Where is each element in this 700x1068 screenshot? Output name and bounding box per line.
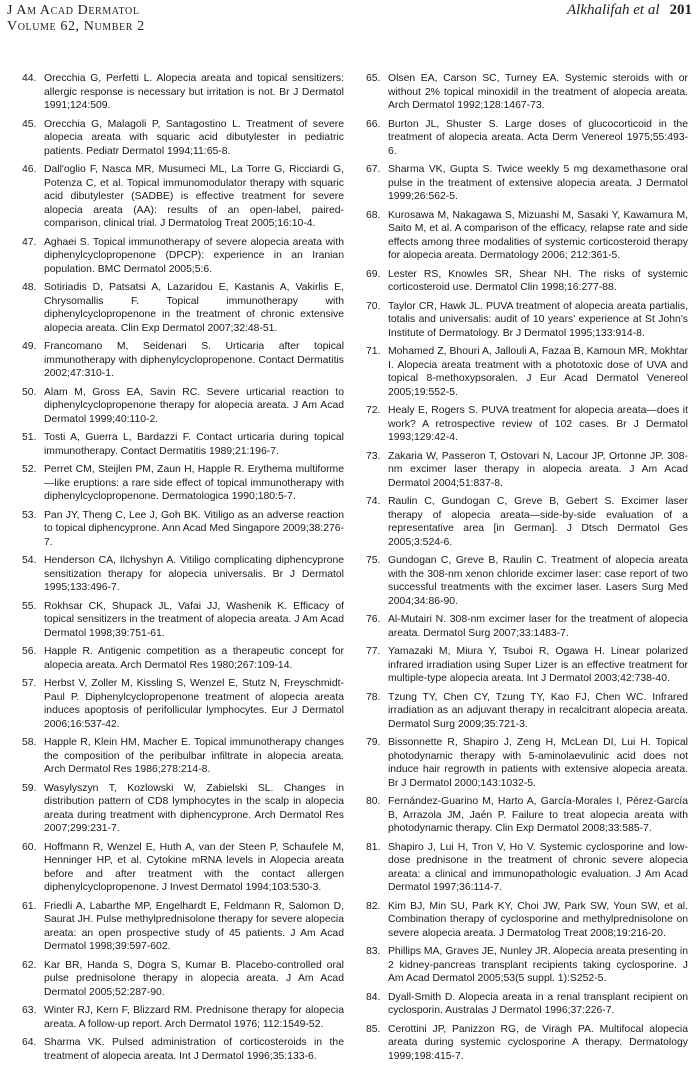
reference-text: Sharma VK, Gupta S. Twice weekly 5 mg dexamethasone oral pulse in the treatment of extensive alopecia areata. J Dermatol 1999;26:562-5. [388,164,688,202]
reference-text: Orecchia G, Malagoli P, Santagostino L. Treatment of severe alopecia areata with squaric acid dibutylester in pediatric patients. Pediatr Dermatol 1994;11:65-8. [44,118,344,157]
reference-text: Kar BR, Handa S, Dogra S, Kumar B. Placebo-controlled oral pulse prednisolone therapy in alopecia areata. J Am Acad Dermatol 2005;52:287-90. [44,959,344,998]
reference-text: Taylor CR, Hawk JL. PUVA treatment of alopecia areata partialis, totalis and universalis: audit of 10 years' experience at St John's Institute of Dermatology. Br J Dermatol 1995;133:914-8. [388,300,688,339]
references-column-left [22,72,344,1068]
reference-item [22,554,344,595]
reference-text: Hoffmann R, Wenzel E, Huth A, van der Steen P, Schaufele M, Henninger HP, et al. Cytokine mRNA levels in Alopecia areata before and after treatment with the contact allergen diphenylcyclopropenone. J Invest Dermatol 1994;103:530-3. [44,841,344,893]
running-title [567,2,692,19]
reference-item [366,691,688,732]
reference-number: 45. [22,118,37,130]
reference-item [22,72,344,113]
reference-number: 58. [22,737,37,748]
reference-text: Zakaria W, Passeron T, Ostovari N, Lacour JP, Ortonne JP. 308-nm excimer laser therapy in alopecia areata. J Am Acad Dermatol 2004;51:837-8. [388,450,688,489]
reference-text: Tosti A, Guerra L, Bardazzi F. Contact urticaria during topical immunotherapy. Contact Dermatitis 1989;21:196-7. [44,432,344,457]
reference-number: 72. [366,405,381,416]
reference-item [22,118,344,159]
reference-number: 73. [366,450,381,462]
reference-number: 48. [22,282,37,293]
reference-text: Friedli A, Labarthe MP, Engelhardt E, Feldmann R, Salomon D, Saurat JH. Pulse methylprednisolone therapy for severe alopecia areata: an open prospective study of 45 patients. J Am Acad Dermatol 1998;39:597-602. [44,900,344,952]
reference-number: 69. [366,268,381,280]
reference-item [22,600,344,641]
reference-text: Dyall-Smith D. Alopecia areata in a renal transplant recipient on cyclosporin. Australas J Dermatol 1996;37:226-7. [388,991,688,1016]
reference-item [366,404,688,445]
reference-item [22,959,344,1000]
reference-number: 67. [366,164,381,175]
reference-item [22,281,344,335]
reference-item [366,72,688,113]
reference-number: 59. [22,782,37,794]
reference-text: Yamazaki M, Miura Y, Tsuboi R, Ogawa H. Linear polarized infrared irradiation using Super Lizer is an effective treatment for multiple-type alopecia areata. Int J Dermatol 2003;42:738-40. [388,646,688,684]
reference-item [366,554,688,608]
reference-number: 76. [366,614,381,625]
reference-text: Mohamed Z, Bhouri A, Jallouli A, Fazaa B, Kamoun MR, Mokhtar I. Alopecia areata treatment with a phototoxic dose of UVA and topical 8-methoxypsoralen. J Eur Acad Dermatol Venereol 2005;19:552-5. [388,346,688,398]
reference-text: Rokhsar CK, Shupack JL, Vafai JJ, Washenik K. Efficacy of topical sensitizers in the treatment of alopecia areata. J Am Acad Dermatol 1998;39:751-61. [44,600,344,639]
reference-text: Happle R. Antigenic competition as a therapeutic concept for alopecia areata. Arch Dermatol Res 1980;267:109-14. [44,646,344,671]
reference-text: Wasylyszyn T, Kozlowski W, Zabielski SL. Changes in distribution pattern of CD8 lymphocytes in the scalp in alopecia areata during treatment with diphencyprone. Arch Dermatol Res 2007;299:231-7. [44,782,344,834]
reference-number: 65. [366,73,381,84]
reference-number: 74. [366,496,381,507]
reference-item [22,509,344,550]
reference-text: Francomano M, Seidenari S. Urticaria after topical immunotherapy with diphenylcyclopropenone. Contact Dermatitis 2002;47:310-1. [44,341,344,379]
reference-number: 70. [366,300,381,312]
reference-number: 83. [366,946,381,957]
reference-number: 63. [22,1005,37,1016]
reference-item [22,463,344,504]
reference-item [366,645,688,686]
reference-number: 71. [366,346,381,357]
reference-text: Pan JY, Theng C, Lee J, Goh BK. Vitiligo as an adverse reaction to topical diphencyprone. Ann Acad Med Singapore 2009;38:276-7. [44,509,344,548]
reference-text: Olsen EA, Carson SC, Turney EA. Systemic steroids with or without 2% topical minoxidil in the treatment of alopecia areata. Arch Dermatol 1992;128:1467-73. [388,73,688,111]
reference-number: 61. [22,900,37,912]
reference-number: 57. [22,678,37,689]
reference-text: Phillips MA, Graves JE, Nunley JR. Alopecia areata presenting in 2 kidney-pancreas transplant recipients taking cyclosporine. J Am Acad Dermatol 2005;53(5 suppl. 1):S252-5. [388,946,688,984]
reference-number: 47. [22,236,37,248]
reference-number: 49. [22,341,37,352]
reference-item [366,613,688,640]
reference-text: Sotiriadis D, Patsatsi A, Lazaridou E, Kastanis A, Vakirlis E, Chrysomallis F. Topical immunotherapy with diphenylcyclopropenone in the treatment of chronic extensive alopecia areata. Clin Exp Dermatol 2007;32:48-51. [44,282,344,334]
reference-item [366,736,688,790]
reference-item [366,991,688,1018]
reference-text: Cerottini JP, Panizzon RG, de Viragh PA. Multifocal alopecia areata during systemic cyclosporine A therapy. Dermatology 1999;198:415-7. [388,1023,688,1062]
journal-volume: Volume 62, Number 2 [7,19,145,34]
reference-item [22,236,344,277]
reference-text: Tzung TY, Chen CY, Tzung TY, Kao FJ, Chen WC. Infrared irradiation as an adjuvant therapy in recalcitrant alopecia areata. Dermatol Surg 2009;35:721-3. [388,691,688,730]
reference-item [366,209,688,263]
reference-number: 52. [22,464,37,475]
reference-number: 82. [366,900,381,912]
reference-number: 53. [22,509,37,521]
reference-item [22,340,344,381]
reference-number: 44. [22,73,37,84]
journal-name: J Am Acad Dermatol [7,3,140,18]
reference-text: Bissonnette R, Shapiro J, Zeng H, McLean DI, Lui H. Topical photodynamic therapy with 5-aminolaevulinic acid does not induce hair regrowth in patients with extensive alopecia areata. Br J Dermatol 2000;143:1032-5. [388,737,688,789]
reference-item [22,645,344,672]
reference-number: 62. [22,959,37,971]
reference-item [366,900,688,941]
reference-item [22,1036,344,1063]
reference-text: Aghaei S. Topical immunotherapy of severe alopecia areata with diphenylcyclopropenone (DPCP): experience in an Iranian population. BMC Dermatol 2005;5:6. [44,236,344,275]
running-header [0,0,700,40]
reference-text: Fernández-Guarino M, Harto A, García-Morales I, Pérez-García B, Arrazola JM, Jaén P. Failure to treat alopecia areata with photodynamic therapy. Clin Exp Dermatol 2008;33:585-7. [388,796,688,834]
reference-text: Shapiro J, Lui H, Tron V, Ho V. Systemic cyclosporine and low-dose prednisone in the treatment of chronic severe alopecia areata: a clinical and immunopathologic evaluation. J Am Acad Dermatol 1997;36:114-7. [388,841,688,893]
running-authors: Alkhalifah et al [567,2,660,18]
reference-item [366,118,688,159]
reference-item [22,677,344,731]
reference-item [366,300,688,341]
reference-item [22,431,344,458]
reference-text: Lester RS, Knowles SR, Shear NH. The risks of systemic corticosteroid use. Dermatol Clin 1998;16:277-88. [388,268,688,293]
reference-text: Perret CM, Steijlen PM, Zaun H, Happle R. Erythema multiforme—like eruptions: a rare side effect of topical immunotherapy with diphenylcyclopropenone. Dermatologica 1990;180:5-7. [44,464,344,502]
reference-text: Winter RJ, Kern F, Blizzard RM. Prednisone therapy for alopecia areata. A follow-up report. Arch Dermatol 1976; 112:1549-52. [44,1005,344,1030]
reference-text: Happle R, Klein HM, Macher E. Topical immunotherapy changes the composition of the peribulbar infiltrate in alopecia areata. Arch Dermatol Res 1986;278:214-8. [44,737,344,775]
reference-item [22,841,344,895]
reference-number: 75. [366,555,381,566]
reference-number: 81. [366,841,381,853]
reference-text: Herbst V, Zoller M, Kissling S, Wenzel E, Stutz N, Freyschmidt-Paul P. Diphenylcyclopropenone treatment of alopecia areata induces apoptosis of perifollicular lymphocytes. Eur J Dermatol 2006;16:537-42. [44,678,344,730]
reference-text: Kurosawa M, Nakagawa S, Mizuashi M, Sasaki Y, Kawamura M, Saito M, et al. A comparison of the efficacy, relapse rate and side effects among three modalities of systemic corticosteroid therapy for alopecia areata. Dermatology 2006; 212:361-5. [388,209,688,261]
reference-number: 77. [366,646,381,657]
reference-number: 85. [366,1023,381,1035]
reference-number: 46. [22,164,37,175]
reference-number: 78. [366,691,381,703]
reference-number: 54. [22,555,37,566]
reference-text: Healy E, Rogers S. PUVA treatment for alopecia areata—does it work? A retrospective review of 102 cases. Br J Dermatol 1993;129:42-4. [388,405,688,443]
reference-item [366,268,688,295]
reference-item [22,736,344,777]
reference-item [366,795,688,836]
reference-number: 64. [22,1037,37,1048]
reference-item [22,1004,344,1031]
reference-item [22,782,344,836]
reference-text: Al-Mutairi N. 308-nm excimer laser for the treatment of alopecia areata. Dermatol Surg 2007;33:1483-7. [388,614,688,639]
reference-item [366,945,688,986]
reference-text: Burton JL, Shuster S. Large doses of glucocorticoid in the treatment of alopecia areata. Acta Derm Venereol 1975;55:493-6. [388,118,688,157]
reference-number: 55. [22,600,37,612]
reference-item [366,163,688,204]
reference-item [22,386,344,427]
reference-text: Kim BJ, Min SU, Park KY, Choi JW, Park SW, Youn SW, et al. Combination therapy of cyclosporine and methylprednisolone on severe alopecia areata. J Dermatolog Treat 2008;19:216-20. [388,900,688,939]
reference-number: 80. [366,796,381,807]
reference-item [366,450,688,491]
reference-number: 79. [366,737,381,748]
reference-item [366,1023,688,1064]
reference-item [366,345,688,399]
reference-text: Alam M, Gross EA, Savin RC. Severe urticarial reaction to diphenylcyclopropenone therapy for alopecia areata. J Am Acad Dermatol 1999;40:110-2. [44,386,344,425]
reference-text: Henderson CA, Ilchyshyn A. Vitiligo complicating diphencyprone sensitization therapy for alopecia universalis. Br J Dermatol 1995;133:496-7. [44,555,344,593]
page-number: 201 [669,2,692,18]
reference-text: Orecchia G, Perfetti L. Alopecia areata and topical sensitizers: allergic response is necessary but irritation is not. Br J Dermatol 1991;124:509. [44,73,344,111]
reference-number: 51. [22,432,37,443]
reference-number: 56. [22,646,37,657]
reference-text: Sharma VK. Pulsed administration of corticosteroids in the treatment of alopecia areata. Int J Dermatol 1996;35:133-6. [44,1037,344,1062]
reference-item [22,163,344,231]
reference-number: 68. [366,209,381,221]
reference-item [22,900,344,954]
reference-number: 60. [22,841,37,853]
reference-number: 66. [366,118,381,130]
journal-citation [7,3,145,35]
reference-item [366,841,688,895]
reference-number: 84. [366,991,381,1003]
reference-item [366,495,688,549]
references-column-right [366,72,688,1068]
reference-text: Raulin C, Gundogan C, Greve B, Gebert S. Excimer laser therapy of alopecia areata—side-by-side evaluation of a representative area [in German]. J Dtsch Dermatol Ges 2005;3:524-6. [388,496,688,548]
reference-number: 50. [22,386,37,398]
reference-text: Dall'oglio F, Nasca MR, Musumeci ML, La Torre G, Ricciardi G, Potenza C, et al. Topical immunomodulator therapy with squaric acid dibutylester (SADBE) is effective treatment for severe alopecia areata (AA): results of an open-label, paired-comparison, clinical trial. J Dermatolog Treat 2005;16:10-4. [44,164,344,229]
reference-text: Gundogan C, Greve B, Raulin C. Treatment of alopecia areata with the 308-nm xenon chloride excimer laser: case report of two successful treatments with the excimer laser. Lasers Surg Med 2004;34:86-90. [388,555,688,607]
